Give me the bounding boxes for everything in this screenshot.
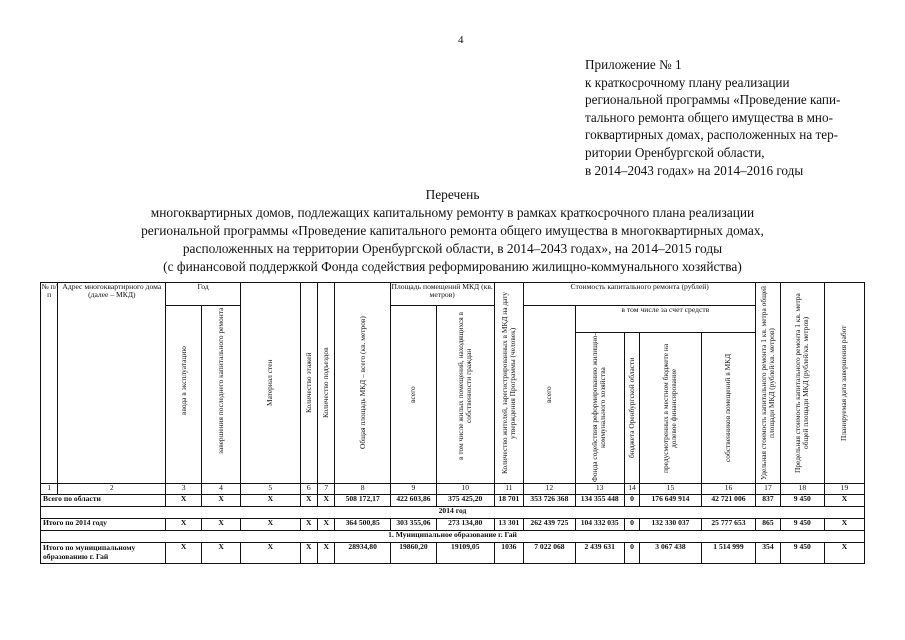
header-cost-owners: собственников помещений в МКД [701, 333, 755, 484]
table-cell: Х [166, 519, 202, 531]
table-cell: 132 330 037 [640, 519, 702, 531]
table-cell: Х [241, 519, 301, 531]
appendix-line: региональной программы «Проведение капи- [585, 92, 841, 108]
header-address: Адрес многоквартирного дома (далее – МКД) [58, 283, 166, 484]
table-cell: Х [824, 519, 864, 531]
column-number: 1 [41, 484, 58, 495]
header-max-cost: Предельная стоимость капитального ремонта 1 кв. метра общей площади МКД (рублей/кв. метров) [780, 283, 824, 484]
table-row [41, 519, 865, 531]
table-cell: 1 514 999 [701, 543, 755, 564]
table-cell: Х [241, 495, 301, 507]
page-number: 4 [458, 34, 464, 46]
table-cell: 19109,05 [437, 543, 494, 564]
table-cell: 837 [756, 495, 781, 507]
table-cell: Х [300, 519, 317, 531]
houses-table [40, 282, 865, 564]
table-cell: Х [300, 495, 317, 507]
table-cell: 3 067 438 [640, 543, 702, 564]
table-cell: Х [318, 519, 335, 531]
header-premises-area: Площадь помещений МКД (кв. метров) [390, 283, 494, 306]
table-cell: Х [824, 495, 864, 507]
column-number: 5 [241, 484, 301, 495]
table-cell: 13 301 [494, 519, 524, 531]
table-cell: 353 726 368 [524, 495, 575, 507]
section-title-year: 2014 год [41, 507, 865, 519]
title-line: региональной программы «Проведение капитального ремонта общего имущества в многоквартирных домах, [141, 223, 764, 238]
table-cell: 865 [756, 519, 781, 531]
header-total-area: Общая площадь МКД – всего (кв. метров) [335, 283, 390, 484]
table-cell: 134 355 448 [575, 495, 624, 507]
title-line: (с финансовой поддержкой Фонда содействия реформированию жилищно-коммунального хозяйства) [163, 259, 742, 274]
appendix-line: в 2014–2043 годах» на 2014–2016 годы [585, 162, 804, 178]
table-cell: 354 [756, 543, 781, 564]
appendix-line: тального ремонта общего имущества в мно- [585, 109, 833, 125]
column-number: 8 [335, 484, 390, 495]
column-number: 14 [624, 484, 639, 495]
title-line: расположенных на территории Оренбургской области, в 2014–2043 годах», на 2014–2015 годы [182, 241, 723, 256]
table-cell: Х [166, 495, 202, 507]
header-cost-region: бюджета Оренбургской области [624, 333, 639, 484]
table-cell: 375 425,20 [437, 495, 494, 507]
column-number: 18 [780, 484, 824, 495]
header-floors: Количество этажей [300, 283, 317, 484]
column-number: 17 [756, 484, 781, 495]
column-number: 3 [166, 484, 202, 495]
section-row [41, 531, 865, 543]
row-label: Всего по области [41, 495, 166, 507]
table-cell: 19860,20 [390, 543, 436, 564]
table-cell: 364 500,85 [335, 519, 390, 531]
table-cell: 42 721 006 [701, 495, 755, 507]
header-unit-cost: Удельная стоимость капитального ремонта 1 кв. метра общей площади МКД (рублей/кв. метров) [756, 283, 781, 484]
column-number: 6 [300, 484, 317, 495]
appendix-block [585, 56, 885, 179]
table-cell: Х [241, 543, 301, 564]
column-number: 16 [701, 484, 755, 495]
table-cell: Х [202, 519, 241, 531]
section-row [41, 507, 865, 519]
header-num: № п/п [41, 283, 58, 484]
column-number: 19 [824, 484, 864, 495]
column-number: 9 [390, 484, 436, 495]
table-cell: 176 649 914 [640, 495, 702, 507]
table-cell: 2 439 631 [575, 543, 624, 564]
header-premises-private: в том числе жилых помещений, находящихся в собственности граждан [437, 306, 494, 484]
table-cell: 0 [624, 495, 639, 507]
column-number: 12 [524, 484, 575, 495]
header-planned-date: Планируемая дата завершения работ [824, 283, 864, 484]
table-cell: 28934,80 [335, 543, 390, 564]
column-number: 2 [58, 484, 166, 495]
header-year-last-repair: завершения последнего капитального ремонта [202, 306, 241, 484]
table-cell: Х [202, 543, 241, 564]
table-cell: 1036 [494, 543, 524, 564]
table-cell: 9 450 [780, 495, 824, 507]
header-year-commission: ввода в эксплуатацию [166, 306, 202, 484]
column-number: 11 [494, 484, 524, 495]
table-cell: 262 439 725 [524, 519, 575, 531]
header-cost-local: предусмотренных в местном бюджете на долевое финансирование [640, 333, 702, 484]
table-cell: 18 701 [494, 495, 524, 507]
table-cell: 273 134,80 [437, 519, 494, 531]
table-cell: 508 172,17 [335, 495, 390, 507]
table-cell: 25 777 653 [701, 519, 755, 531]
table-cell: 303 355,06 [390, 519, 436, 531]
document-title [40, 186, 865, 276]
table-cell: Х [318, 495, 335, 507]
table-cell: Х [202, 495, 241, 507]
column-number: 7 [318, 484, 335, 495]
column-number: 4 [202, 484, 241, 495]
column-number: 13 [575, 484, 624, 495]
row-label: Итого по муниципальному образованию г. Гай [41, 543, 166, 564]
column-number: 10 [437, 484, 494, 495]
appendix-line: к краткосрочному плану реализации [585, 74, 790, 90]
table-cell: 104 332 035 [575, 519, 624, 531]
title-line: Перечень [425, 187, 480, 202]
appendix-line: гоквартирных домах, расположенных на тер- [585, 127, 839, 143]
table-cell: 422 603,86 [390, 495, 436, 507]
table-row [41, 543, 865, 564]
appendix-line: Приложение № 1 [585, 57, 682, 72]
header-premises-total: всего [390, 306, 436, 484]
table-cell: 7 022 068 [524, 543, 575, 564]
table-cell: Х [318, 543, 335, 564]
table-row [41, 495, 865, 507]
column-number-row [41, 484, 865, 495]
table-cell: Х [300, 543, 317, 564]
table-cell: Х [166, 543, 202, 564]
header-entrances: Количество подъездов [318, 283, 335, 484]
header-year: Год [166, 283, 241, 306]
header-residents: Количество жителей, зарегистрированных в МКД на дату утверждения Программы (человек) [494, 283, 524, 484]
title-line: многоквартирных домов, подлежащих капитальному ремонту в рамках краткосрочного плана реализации [150, 205, 755, 220]
table-cell: Х [824, 543, 864, 564]
header-cost: Стоимость капитального ремонта (рублей) [524, 283, 756, 306]
table-cell: 0 [624, 519, 639, 531]
appendix-line: ритории Оренбургской области, [585, 144, 765, 160]
table-cell: 0 [624, 543, 639, 564]
row-label: Итого по 2014 году [41, 519, 166, 531]
header-cost-incl: в том числе за счет средств [575, 306, 756, 333]
header-cost-fund: Фонда содействия реформированию жилищно-коммунального хозяйства [575, 333, 624, 484]
header-cost-total: всего [524, 306, 575, 484]
column-number: 15 [640, 484, 702, 495]
header-wall-material: Материал стен [241, 283, 301, 484]
table-cell: 9 450 [780, 543, 824, 564]
table-cell: 9 450 [780, 519, 824, 531]
section-title-municipality: 1. Муниципальное образование г. Гай [41, 531, 865, 543]
